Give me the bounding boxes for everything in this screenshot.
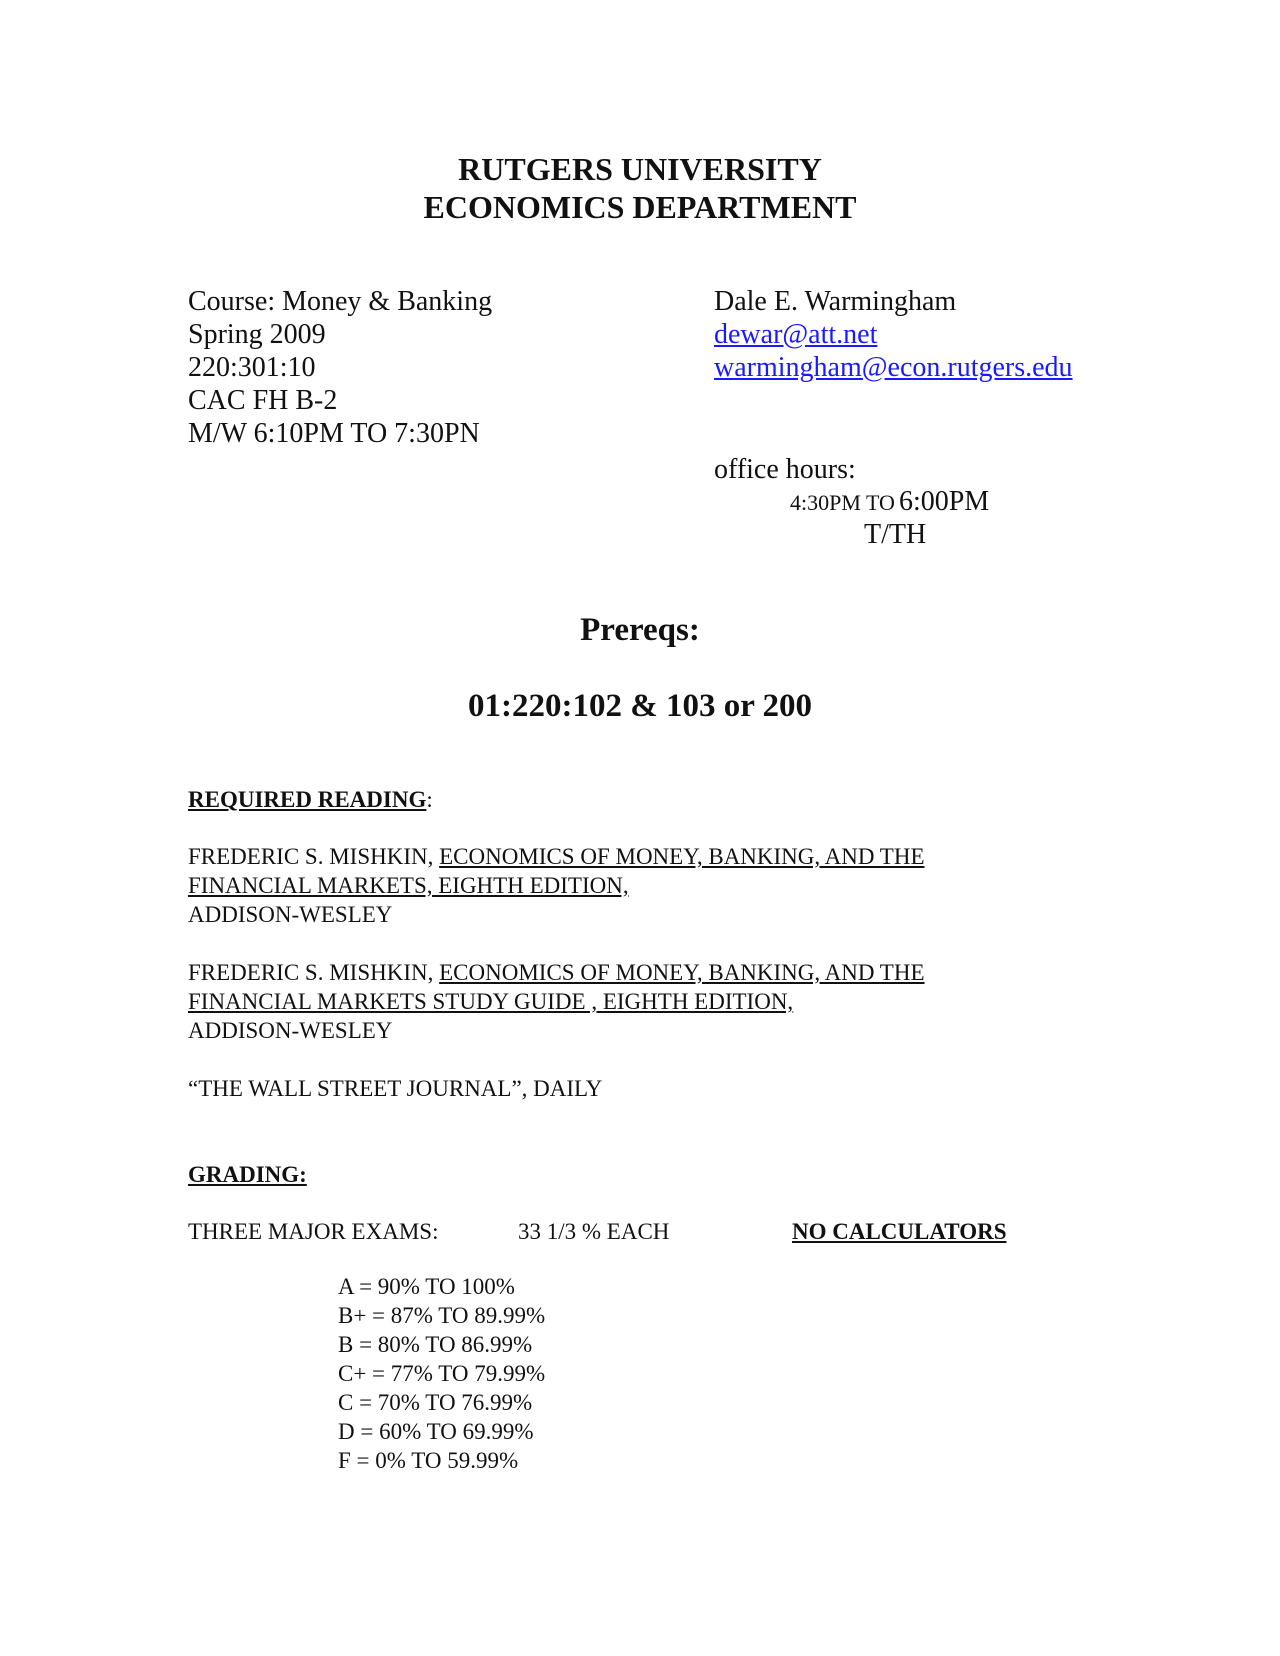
- grade-row: A = 90% TO 100%: [338, 1274, 515, 1299]
- book-2-title-1: ECONOMICS OF MONEY, BANKING, AND THE: [439, 960, 925, 985]
- grading-heading: GRADING:: [188, 1162, 307, 1187]
- book-1-title-1: ECONOMICS OF MONEY, BANKING, AND THE: [439, 844, 925, 869]
- course-number: 220:301:10: [188, 352, 316, 383]
- prereqs-courses: 01:220:102 & 103 or 200: [467, 688, 813, 724]
- reading-journal: “THE WALL STREET JOURNAL”, DAILY: [188, 1076, 603, 1101]
- book-2-title-2: FINANCIAL MARKETS STUDY GUIDE , EIGHTH EDITION,: [188, 989, 794, 1014]
- reading-book-1: [188, 842, 925, 929]
- grade-row: C+ = 77% TO 79.99%: [338, 1361, 546, 1386]
- required-reading-title: REQUIRED READING: [188, 787, 427, 812]
- course-info: [188, 285, 492, 450]
- university-name: RUTGERS UNIVERSITY: [458, 151, 822, 187]
- course-schedule: M/W 6:10PM TO 7:30PN: [188, 418, 480, 449]
- course-name: Course: Money & Banking: [188, 286, 493, 317]
- exams-label: THREE MAJOR EXAMS:: [188, 1219, 439, 1244]
- book-1-author: FREDERIC S. MISHKIN,: [188, 844, 440, 869]
- course-room: CAC FH B-2: [188, 385, 338, 416]
- reading-book-2: [188, 958, 925, 1045]
- course-term: Spring 2009: [188, 319, 326, 350]
- book-1-line-1: [188, 842, 925, 871]
- office-hours-label: office hours:: [714, 454, 856, 485]
- instructor-info: [714, 285, 1073, 384]
- required-reading-heading: [188, 785, 433, 814]
- department-name: ECONOMICS DEPARTMENT: [423, 189, 857, 225]
- book-1-title-2: FINANCIAL MARKETS, EIGHTH EDITION,: [188, 873, 629, 898]
- instructor-name: Dale E. Warmingham: [714, 286, 957, 317]
- no-calculators-note: NO CALCULATORS: [792, 1219, 1007, 1244]
- instructor-email-link-2[interactable]: warmingham@econ.rutgers.edu: [714, 352, 1073, 383]
- grade-row: B+ = 87% TO 89.99%: [338, 1303, 546, 1328]
- office-hours-days: T/TH: [864, 519, 927, 550]
- prereqs-heading: Prereqs:: [580, 612, 700, 648]
- book-2-author: FREDERIC S. MISHKIN,: [188, 960, 440, 985]
- grade-row: F = 0% TO 59.99%: [338, 1448, 519, 1473]
- book-2-publisher: ADDISON-WESLEY: [188, 1018, 393, 1043]
- book-2-line-1: [188, 958, 925, 987]
- grade-row: C = 70% TO 76.99%: [338, 1390, 533, 1415]
- exams-weight: 33 1/3 % EACH: [518, 1219, 670, 1244]
- required-reading-colon: :: [426, 787, 433, 812]
- office-hours-start: 4:30PM TO: [790, 490, 895, 515]
- grade-row: B = 80% TO 86.99%: [338, 1332, 533, 1357]
- grading-scale: [338, 1272, 545, 1475]
- book-1-publisher: ADDISON-WESLEY: [188, 902, 393, 927]
- instructor-email-link-1[interactable]: dewar@att.net: [714, 319, 878, 350]
- office-hours-time: [790, 486, 989, 518]
- office-hours-end: 6:00PM: [898, 486, 990, 517]
- grade-row: D = 60% TO 69.99%: [338, 1419, 534, 1444]
